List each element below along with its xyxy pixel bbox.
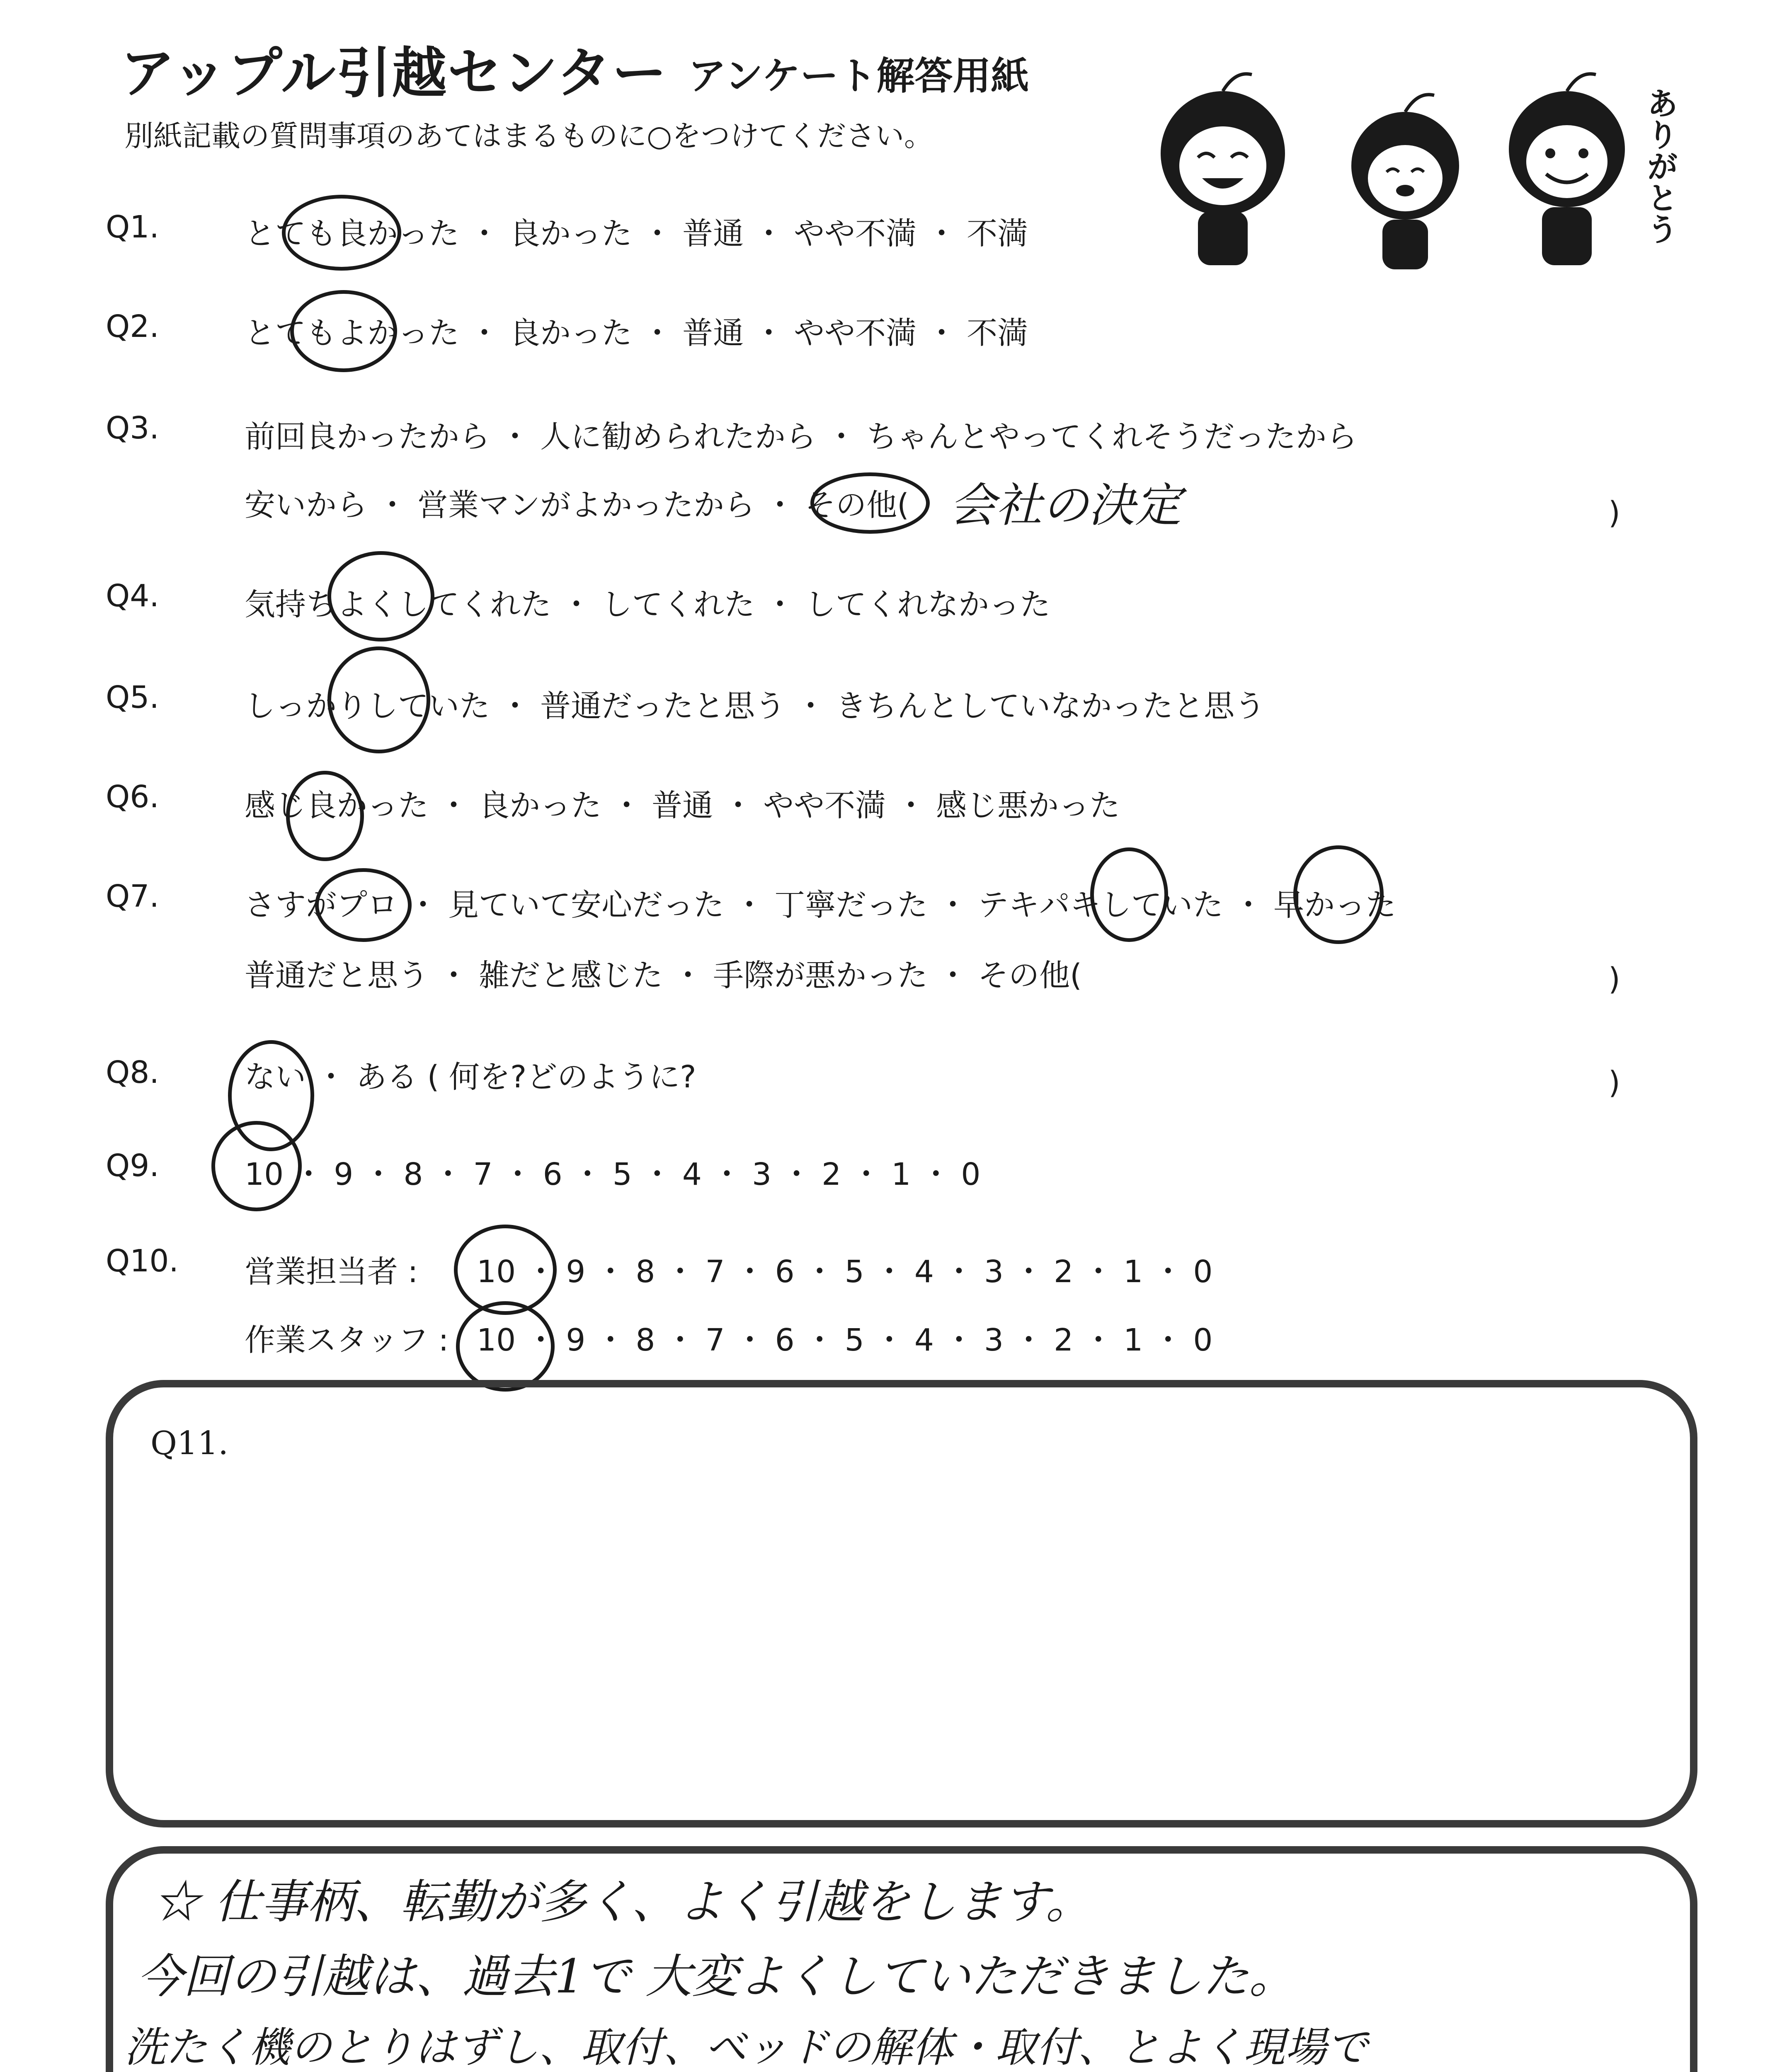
q10-staff-answer-circle: [456, 1301, 555, 1392]
q11-box: [106, 1380, 1697, 1828]
q7-options-line1: さすがプロ ・ 見ていて安心だった ・ 丁寧だった ・ テキパキしていた ・ 早かった: [245, 887, 1397, 923]
q1-label: Q1.: [106, 209, 159, 245]
q8-label: Q8.: [106, 1055, 159, 1090]
q3-label: Q3.: [106, 410, 159, 446]
survey-instruction: 別紙記載の質問事項のあてはまるものに○をつけてください。: [124, 119, 933, 153]
q1-options: とても良かった ・ 良かった ・ 普通 ・ やや不満 ・ 不満: [245, 216, 1028, 252]
q5-options: しっかりしていた ・ 普通だったと思う ・ きちんとしていなかったと思う: [245, 688, 1266, 724]
q4-answer-circle: [327, 551, 434, 641]
q7-label: Q7.: [106, 879, 159, 914]
q3-other-answer: 会社の決定: [949, 479, 1181, 533]
monkey-laughing-icon: [1161, 74, 1285, 265]
q10-sales-label: 営業担当者 :: [245, 1254, 418, 1290]
monkey-shy-icon: [1351, 94, 1459, 269]
q9-label: Q9.: [106, 1148, 159, 1184]
q9-answer-circle: [211, 1121, 302, 1211]
q4-options: 気持ちよくしてくれた ・ してくれた ・ してくれなかった: [245, 587, 1051, 622]
q6-options: 感じ良かった ・ 良かった ・ 普通 ・ やや不満 ・ 感じ悪かった: [245, 788, 1120, 823]
q7-answer-circle-pro: [315, 868, 412, 942]
q3-answer-circle: [810, 472, 930, 534]
q5-label: Q5.: [106, 680, 159, 715]
survey-subtitle: アンケート解答用紙: [688, 54, 1029, 98]
monkey-mascots-illustration: [1152, 62, 1716, 278]
q4-label: Q4.: [106, 578, 159, 614]
q2-options: とてもよかった ・ 良かった ・ 普通 ・ やや不満 ・ 不満: [245, 315, 1028, 351]
survey-title: アップル引越センター: [120, 41, 668, 105]
q6-answer-circle: [286, 771, 364, 861]
q2-label: Q2.: [106, 309, 159, 344]
q2-answer-circle: [290, 290, 397, 372]
q7-answer-circle-fast: [1293, 845, 1384, 944]
q3-options-line2: 安いから ・ 営業マンがよかったから ・ その他(: [245, 487, 909, 523]
q8-close-paren: ): [1608, 1065, 1620, 1101]
q8-options: ない ・ ある ( 何を?どのように?: [245, 1059, 696, 1095]
monkey-smiling-icon: [1509, 74, 1625, 265]
q3-options-line1: 前回良かったから ・ 人に勧められたから ・ ちゃんとやってくれそうだったから: [245, 419, 1358, 455]
comment-line-3: 洗たく機のとりはずし、取付、ベッドの解体・取付、とよく現場で: [124, 2023, 1368, 2072]
q7-answer-circle-tekipaki: [1090, 847, 1168, 942]
q5-answer-circle: [327, 646, 430, 753]
q11-label: Q11.: [150, 1425, 228, 1462]
q3-close-paren: ): [1608, 495, 1620, 531]
q7-close-paren: ): [1608, 961, 1620, 997]
q6-label: Q6.: [106, 779, 159, 815]
q10-sales-scale: 10 ・ 9 ・ 8 ・ 7 ・ 6 ・ 5 ・ 4 ・ 3 ・ 2 ・ 1 ・ 0: [477, 1254, 1213, 1290]
comment-line-2: 今回の引越は、過去1で 大変よくしていただきました。: [137, 1950, 1295, 2004]
q7-options-line2: 普通だと思う ・ 雑だと感じた ・ 手際が悪かった ・ その他(: [245, 958, 1082, 993]
q10-label: Q10.: [106, 1243, 179, 1279]
q1-answer-circle: [282, 195, 401, 271]
q10-staff-label: 作業スタッフ :: [245, 1322, 449, 1358]
comment-line-1: ☆ 仕事柄、転勤が多く、よく引越をします。: [153, 1875, 1092, 1929]
thanks-text: ありがとう: [1641, 87, 1679, 244]
q10-staff-scale: 10 ・ 9 ・ 8 ・ 7 ・ 6 ・ 5 ・ 4 ・ 3 ・ 2 ・ 1 ・ 0: [477, 1322, 1213, 1358]
q9-scale: 10 ・ 9 ・ 8 ・ 7 ・ 6 ・ 5 ・ 4 ・ 3 ・ 2 ・ 1 ・ 0: [245, 1157, 981, 1192]
